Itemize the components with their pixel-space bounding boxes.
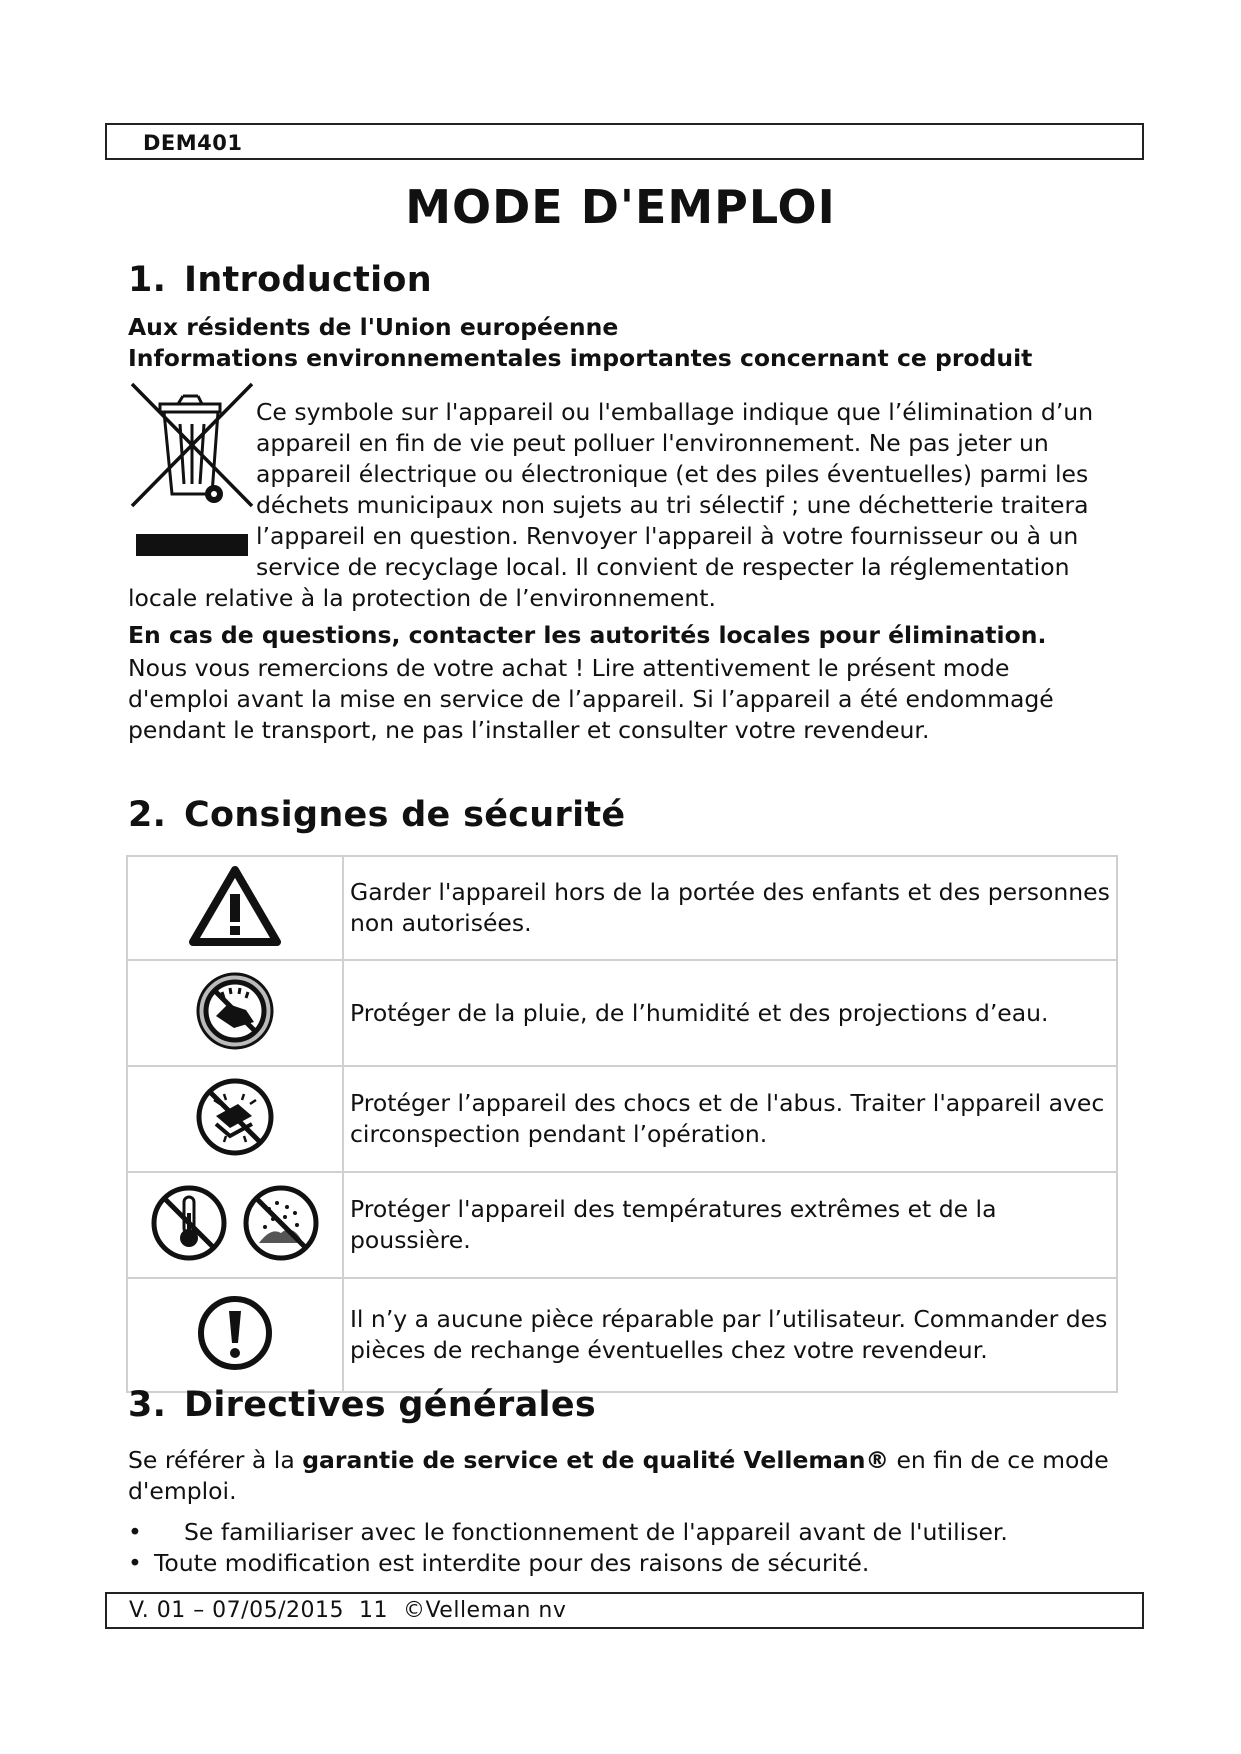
- thanks-paragraph: Nous vous remercions de votre achat ! Lire attentivement le présent mode d'emploi avant la mise en service de l’appareil. Si l’appareil a été endommagé pendant le transport, ne pas l’installer et consulter votre revendeur.: [128, 654, 1054, 744]
- general-bullet-list: [128, 1517, 1008, 1579]
- eu-residents-subheading: Aux résidents de l'Union européenne: [128, 313, 619, 341]
- crossed-bin-icon: [128, 376, 256, 561]
- no-water-icon: [194, 970, 276, 1052]
- warranty-paragraph: Se référer à la garantie de service et de qualité Velleman® en fin de ce mode d'emploi.: [128, 1446, 1109, 1505]
- exclamation-circle-icon: [195, 1293, 275, 1373]
- page-title: MODE D'EMPLOI: [405, 180, 836, 234]
- safety-text: Protéger l’appareil des chocs et de l'abus. Traiter l'appareil avec circonspection pendant l’opération.: [343, 1066, 1117, 1172]
- header-box: [105, 123, 1144, 160]
- safety-text: Protéger l'appareil des températures extrêmes et de la poussière.: [343, 1172, 1117, 1278]
- section-1-heading: 1. Introduction: [128, 260, 432, 300]
- no-temperature-icon: [149, 1183, 229, 1263]
- model-label: DEM401: [143, 131, 243, 155]
- safety-text: Garder l'appareil hors de la portée des enfants et des personnes non autorisées.: [343, 856, 1117, 960]
- footer-box: [105, 1592, 1144, 1629]
- environment-subheading: Informations environnementales importantes concernant ce produit: [128, 344, 1033, 372]
- no-dust-icon: [241, 1183, 321, 1263]
- safety-text: Il n’y a aucune pièce réparable par l’utilisateur. Commander des pièces de rechange éventuelles chez votre revendeur.: [343, 1278, 1117, 1392]
- safety-row: [127, 1066, 1117, 1172]
- no-shock-icon: [194, 1076, 276, 1158]
- section-2-heading: 2. Consignes de sécurité: [128, 795, 626, 835]
- safety-table: [126, 855, 1118, 1393]
- weee-block: [128, 373, 1118, 637]
- safety-row: [127, 1172, 1117, 1278]
- questions-line: En cas de questions, contacter les autorités locales pour élimination.: [128, 621, 1047, 649]
- safety-text: Protéger de la pluie, de l’humidité et des projections d’eau.: [343, 960, 1117, 1066]
- footer-text: V. 01 – 07/05/2015 11 ©Velleman nv: [129, 1598, 567, 1623]
- section-3-heading: 3. Directives générales: [128, 1385, 596, 1425]
- safety-row: [127, 856, 1117, 960]
- list-item: • Toute modification est interdite pour des raisons de sécurité.: [128, 1549, 870, 1577]
- weee-text: Ce symbole sur l'appareil ou l'emballage indique que l’élimination d’un appareil en fin de vie peut polluer l'environnement. Ne pas jeter un appareil électrique ou électronique (et des piles éventuelles) parmi les déchets municipaux non sujets au tri sélectif ; une déchetterie traitera l’appareil en question. Renvoyer l'appareil à votre fournisseur ou à un service de recyclage local. Il convient de respecter la réglementation locale relative à la protection de l’environnement.: [128, 397, 1094, 612]
- warranty-link-text: garantie de service et de qualité Velleman®: [302, 1446, 889, 1474]
- safety-row: [127, 1278, 1117, 1392]
- safety-row: [127, 960, 1117, 1066]
- list-item: • Se familiariser avec le fonctionnement de l'appareil avant de l'utiliser.: [128, 1518, 1008, 1546]
- warning-triangle-icon: [187, 864, 283, 948]
